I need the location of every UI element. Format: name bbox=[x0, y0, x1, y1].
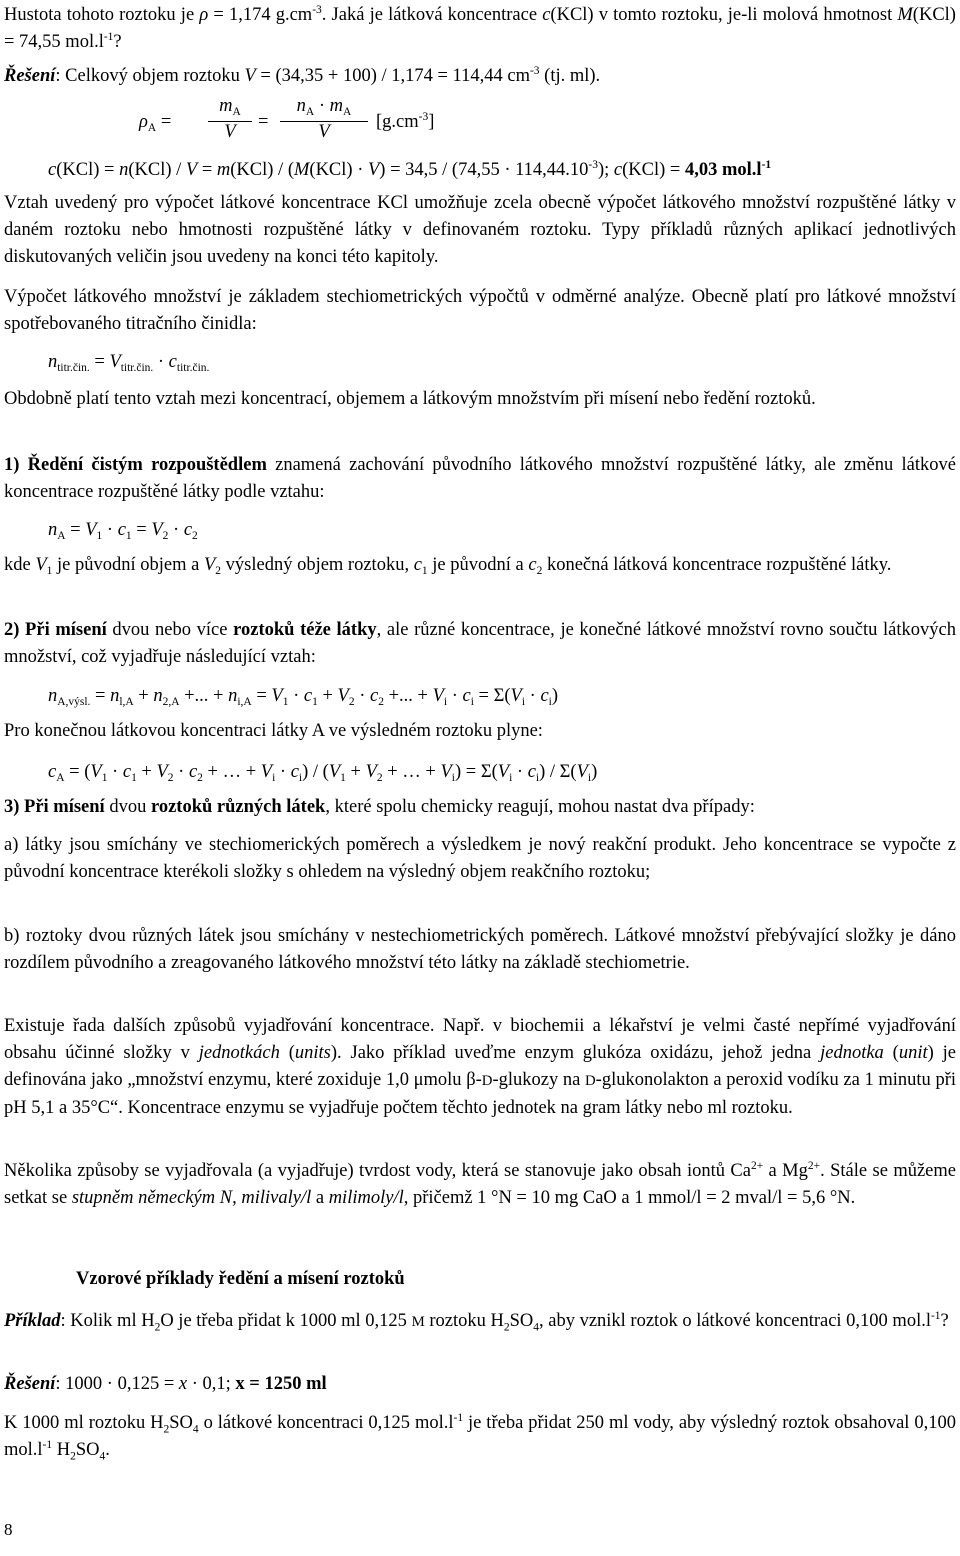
kcl-calculation: $c(KCl) = n(KCl) / V = m(KCl) / (M(KCl) \cdot V) = 34,5 / (74,55 \cdot 114,44.10^{-3})$; c(KCl) = 4,03 $mol.l^{-1}$ bbox=[48, 158, 772, 180]
case-a: a) látky jsou smíchány ve stechiomerických poměrech a výsledkem je nový reakční produkt. Jeho koncentrace se vypočte z původní koncentrace kterékoli složky s ohledem na výsledný objem reakčního roztoku; bbox=[4, 835, 956, 882]
paragraph-units: Existuje řada dalších způsobů vyjadřování koncentrace. Např. v biochemii a lékařství je velmi časté nepřímé vyjadřování obsahu účinné složky v jednotkách (units). Jako příklad uveďme enzym glukóza oxidázu, jehož jedna jednotka (unit) je definována jako „množství enzymu, které zoxiduje 1,0 μmolu β-D-glukozy na D-glukonolakton a peroxid vodíku za 1 minutu při pH 5,1 a 35°C“. Koncentrace enzymu se vyjadřuje počtem těchto jednotek na gram látky nebo ml roztoku. bbox=[4, 1016, 956, 1118]
dilution-description: kde $V_1$ je původní objem a $V_2$ výsledný objem roztoku, $c_1$ je původní a $c_2$ konečná látková koncentrace rozpuštěné látky. bbox=[4, 555, 892, 577]
mixing-concentration-formula: $c_A = (V_1 \cdot c_1 + V_2 \cdot c_2$ + … + $V_i \cdot c_i) / (V_1 + V_2$ + … + $V_i) = \Sigma(V_i \cdot c_i) / \Sigma(V_i)$ bbox=[48, 762, 598, 784]
examples-heading: Vzorové příklady ředění a mísení roztoků bbox=[76, 1269, 405, 1289]
section-mixing-different: 3) Při mísení dvou roztoků různých látek, které spolu chemicky reagují, mohou nastat dva případy: bbox=[4, 797, 755, 817]
dilution-formula: $n_A = V_1 \cdot c_1 = V_2 \cdot c_2$ bbox=[48, 520, 198, 542]
mixing-concentration-text: Pro konečnou látkovou koncentraci látky A ve výsledném roztoku plyne: bbox=[4, 721, 543, 741]
example-conclusion: K 1000 ml roztoku $H_2SO_4$ o látkové koncentraci 0,125 $mol.l^{-1}$ je třeba přidat 250 ml vody, aby výsledný roztok obsahoval 0,100 $mol.l^{-1}$ $H_2SO_4$. bbox=[4, 1411, 956, 1463]
paragraph-titration: Výpočet látkového množství je základem stechiometrických výpočtů v odměrné analýze. Obecně platí pro látkové množství spotřebovaného titračního činidla: bbox=[4, 287, 956, 334]
intro-question: Hustota tohoto roztoku je ρ = 1,174 $g.cm^{-3}$. Jaká je látková koncentrace c(KCl) v tomto roztoku, je-li molová hmotnost M(KCl) = 74,55 $mol.l^{-1}$? bbox=[4, 3, 956, 52]
document-page: Hustota tohoto roztoku je ρ = 1,174 $g.cm^{-3}$. Jaká je látková koncentrace c(KCl) v tomto roztoku, je-li molová hmotnost M(KCl) = 74,55 $mol.l^{-1}$? Řešení: Celkový objem roztoku V = (34,35 + 100) / 1,174 = 114,44 $cm^{-3}$ (tj. ml). $\rho_A$ = $m_A$ V = $n_A \cdot m_A$ V $[g.cm^{-3}]$ $c(KCl) = n(KCl) / V = m(KCl) / (M(KCl) \cdot V) = 34,5 / (74,55 \cdot 114,44.10^{-3})$; c(KCl) = 4,03 $mol.l^{-1}$ Vztah uvedený pro výpočet látkové koncentrace KCl umožňuje zcela obecně výpočet látkového množství rozpuštěné látky v daném roztoku nebo hmotnosti rozpuštěné látky v definovaném roztoku. Typy příkladů různých aplikací jednotlivých diskutovaných veličin jsou uvedeny na konci této kapitoly. Výpočet látkového množství je základem stechiometrických výpočtů v odměrné analýze. Obecně platí pro látkové množství spotřebovaného titračního činidla: $n_{titr.čin.} = V_{titr.čin.} \cdot c_{titr.čin.}$ Obdobně platí tento vztah mezi koncentrací, objemem a látkovým množstvím při mísení nebo ředění roztoků. 1) Ředění čistým rozpouštědlem znamená zachování původního látkového množství rozpuštěné látky, ale změnu látkové koncentrace rozpuštěné látky podle vztahu: $n_A = V_1 \cdot c_1 = V_2 \cdot c_2$ kde $V_1$ je původní objem a $V_2$ výsledný objem roztoku, $c_1$ je původní a $c_2$ konečná látková koncentrace rozpuštěné látky. 2) Při mísení dvou nebo více roztoků téže látky, ale různé koncentrace, je konečné látkové množství rovno součtu látkových množství, což vyjadřuje následující vztah: $n_{A,výsl.} = n_{l,A} + n_{2,A}$ +... + $n_{i,A} = V_1 \cdot c_1 + V_2 \cdot c_2$ +... + $V_i \cdot c_i = \Sigma(V_i \cdot c_i)$ Pro konečnou látkovou koncentraci látky A ve výsledném roztoku plyne: $c_A = (V_1 \cdot c_1 + V_2 \cdot c_2$ + … + $V_i \cdot c_i) / (V_1 + V_2$ + … + $V_i) = \Sigma(V_i \cdot c_i) / \Sigma(V_i)$ 3) Při mísení dvou roztoků různých látek, které spolu chemicky reagují, mohou nastat dva případy: a) látky jsou smíchány ve stechiomerických poměrech a výsledkem je nový reakční produkt. Jeho koncentrace se vypočte z původní koncentrace kterékoli složky s ohledem na výsledný objem reakčního roztoku; b) roztoky dvou různých látek jsou smíchány v nestechiometrických poměrech. Látkové množství přebývající složky je dáno rozdílem původního a zreagovaného látkového množství této látky na základě stechiometrie. Existuje řada dalších způsobů vyjadřování koncentrace. Např. v biochemii a lékařství je velmi časté nepřímé vyjadřování obsahu účinné složky v jednotkách (units). Jako příklad uveďme enzym glukóza oxidázu, jehož jedna jednotka (unit) je definována jako „množství enzymu, které zoxiduje 1,0 μmolu β-D-glukozy na D-glukonolakton a peroxid vodíku za 1 minutu při pH 5,1 a 35°C“. Koncentrace enzymu se vyjadřuje počtem těchto jednotek na gram látky nebo ml roztoku. Několika způsoby se vyjadřovala (a vyjadřuje) tvrdost vody, která se stanovuje jako obsah iontů $Ca^{2+}$ a $Mg^{2+}$. Stále se můžeme setkat se stupněm německým N, milivaly/l a milimoly/l, přičemž 1 °N = 10 mg CaO a 1 mmol/l = 2 mval/l = 5,6 °N. Vzorové příklady ředění a mísení roztoků Příklad: Kolik ml $H_2O$ je třeba přidat k 1000 ml 0,125 M roztoku $H_2SO_4$, aby vznikl roztok o látkové koncentraci 0,100 $mol.l^{-1}$? Řešení: 1000 · 0,125 = x · 0,1; x = 1250 ml K 1000 ml roztoku $H_2SO_4$ o látkové koncentraci 0,125 $mol.l^{-1}$ je třeba přidat 250 ml vody, aby výsledný roztok obsahoval 0,100 $mol.l^{-1}$ $H_2SO_4$. 8 bbox=[4, 3, 956, 1539]
section-dilution: 1) Ředění čistým rozpouštědlem znamená zachování původního látkového množství rozpuštěné látky, ale změnu látkové koncentrace rozpuštěné látky podle vztahu: bbox=[4, 455, 956, 502]
example-solution: Řešení: 1000 · 0,125 = x · 0,1; x = 1250 ml bbox=[4, 1374, 327, 1394]
example-question: Příklad: Kolik ml $H_2O$ je třeba přidat k 1000 ml 0,125 M roztoku $H_2SO_4$, aby vznikl roztok o látkové koncentraci 0,100 $mol.l^{-1}$? bbox=[4, 1309, 949, 1334]
page-number: 8 bbox=[4, 1520, 13, 1539]
case-b: b) roztoky dvou různých látek jsou smíchány v nestechiometrických poměrech. Látkové množství přebývající složky je dáno rozdílem původního a zreagovaného látkového množství této látky na základě stechiometrie. bbox=[4, 926, 956, 973]
paragraph-water-hardness: Několika způsoby se vyjadřovala (a vyjadřuje) tvrdost vody, která se stanovuje jako obsah iontů $Ca^{2+}$ a $Mg^{2+}$. Stále se můžeme setkat se stupněm německým N, milivaly/l a milimoly/l, přičemž 1 °N = 10 mg CaO a 1 mmol/l = 2 mval/l = 5,6 °N. bbox=[4, 1159, 956, 1208]
section-mixing-same: 2) Při mísení dvou nebo více roztoků téže látky, ale různé koncentrace, je konečné látkové množství rovno součtu látkových množství, což vyjadřuje následující vztah: bbox=[4, 620, 956, 667]
mixing-formula: $n_{A,výsl.} = n_{l,A} + n_{2,A}$ +... + $n_{i,A} = V_1 \cdot c_1 + V_2 \cdot c_2$ +... + $V_i \cdot c_i = \Sigma(V_i \cdot c_i)$ bbox=[48, 686, 559, 708]
paragraph-kcl-general: Vztah uvedený pro výpočet látkové koncentrace KCl umožňuje zcela obecně výpočet látkového množství rozpuštěné látky v daném roztoku nebo hmotnosti rozpuštěné látky v definovaném roztoku. Typy příkladů různých aplikací jednotlivých diskutovaných veličin jsou uvedeny na konci této kapitoly. bbox=[4, 193, 956, 267]
paragraph-mixing-intro: Obdobně platí tento vztah mezi koncentrací, objemem a látkovým množstvím při mísení nebo ředění roztoků. bbox=[4, 389, 816, 409]
titration-formula: $n_{titr.čin.} = V_{titr.čin.} \cdot c_{titr.čin.}$ bbox=[48, 352, 210, 374]
solution-volume: Řešení: Celkový objem roztoku V = (34,35 + 100) / 1,174 = 114,44 $cm^{-3}$ (tj. ml). bbox=[4, 64, 601, 86]
